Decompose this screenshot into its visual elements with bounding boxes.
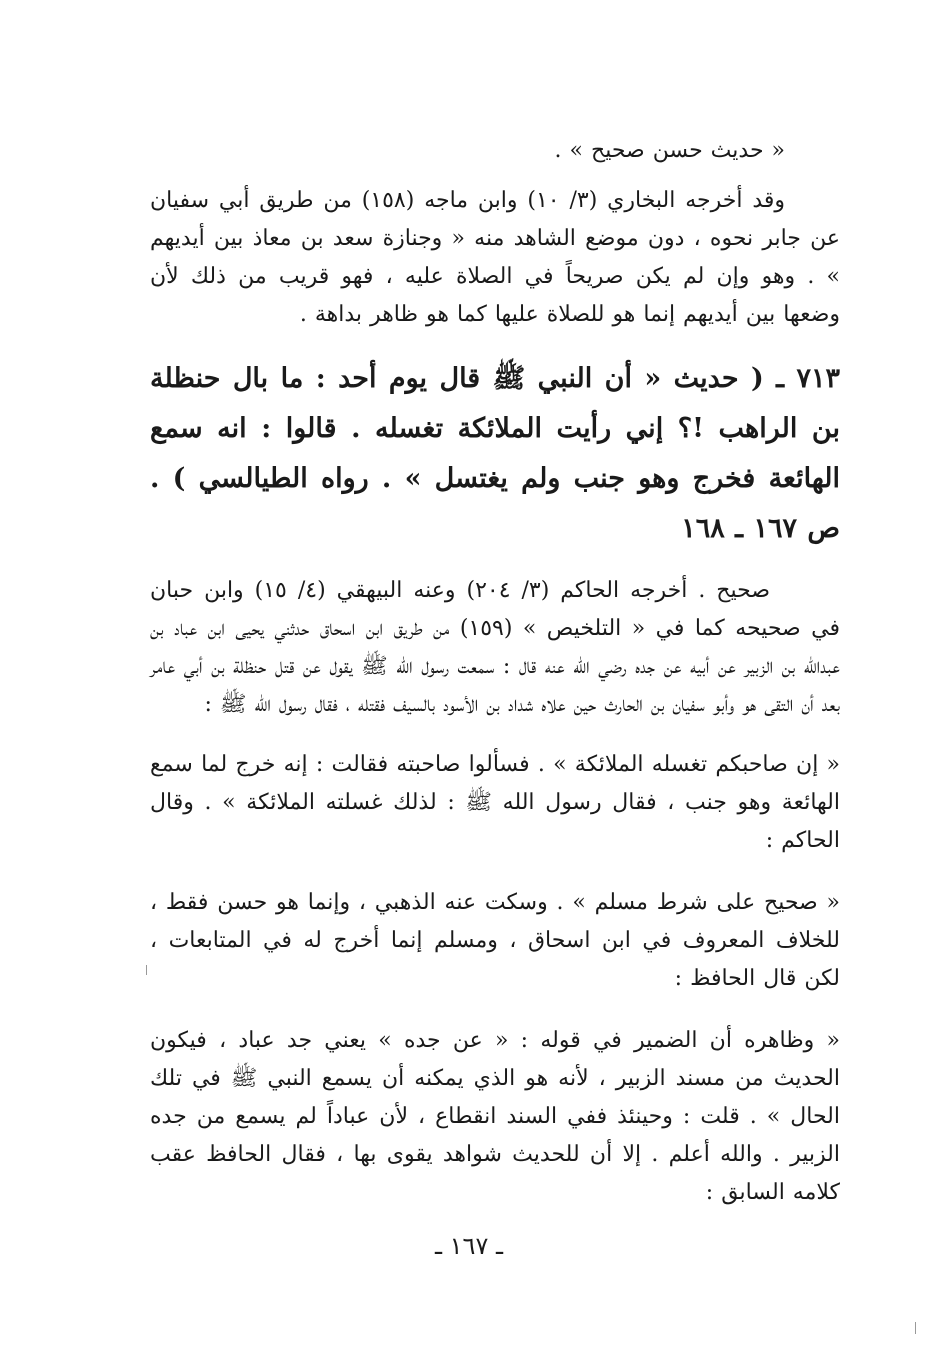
margin-mark [146, 965, 147, 975]
quote-paragraph-2: « صحيح على شرط مسلم » . وسكت عنه الذهبي ، وإنما هو حسن فقط ، للخلاف المعروف في ابن اسحاق ، ومسلم إنما أخرج له في المتابعات ، لكن قال الحافظ : [150, 890, 840, 991]
page-number: ـ ١٦٧ ـ [434, 1232, 503, 1260]
takhrij-paragraph: وقد أخرجه البخاري (٣/ ١٠) وابن ماجه (١٥٨) من طريق أبي سفيان عن جابر نحوه ، دون موضع الشاهد منه « وجنازة سعد بن معاذ بين أيديهم » . وهو وإن لم يكن صريحاً في الصلاة عليه ، فهو قريب من ذلك لأن وضعها بين أيديهم إنما هو للصلاة عليها كما هو ظاهر بداهة . [150, 188, 840, 327]
quote-paragraph-3: « وظاهره أن الضمير في قوله : « عن جده » يعني جد عباد ، فيكون الحديث من مسند الزبير ، لأنه هو الذي يمكنه أن يسمع النبي ﷺ في تلك الحال » . قلت : وحينئذ ففي السند انقطاع ، لأن عباداً لم يسمع من جده الزبير . والله أعلم . إلا أن للحديث شواهد يقوى بها ، فقال الحافظ عقب كلامه السابق : [150, 1028, 840, 1205]
hadith-heading: ٧١٣ ـ ( حديث « أن النبي ﷺ قال يوم أحد : ما بال حنظلة بن الراهب !؟ إني رأيت الملائكة تغسله . قالوا : انه سمع الهائعة فخرج وهو جنب ولم يغتسل » . رواه الطيالسي ) . ص ١٦٧ ـ ١٦٨ [150, 363, 840, 544]
intro-line: « حديث حسن صحيح » . [554, 138, 785, 163]
quote-paragraph-1: « إن صاحبكم تغسله الملائكة » . فسألوا صاحبته فقالت : إنه خرج لما سمع الهائعة وهو جنب ، فقال رسول الله ﷺ : لذلك غسلته الملائكة » . وقال الحاكم : [150, 752, 840, 853]
page-body [150, 120, 840, 1320]
sahih-paragraph: صحيح . أخرجه الحاكم (٣/ ٢٠٤) وعنه البيهقي (٤/ ١٥) وابن حبان في صحيحه كما في « التلخيص » (١٥٩) من طريق ابن اسحاق حدثني يحيى ابن عباد بن عبدالله بن الزبير عن أبيه عن جده رضي الله عنه قال : سمعت رسول الله ﷺ يقول عن قتل حنظلة بن أبي عامر بعد أن التقى هو وأبو سفيان بن الحارث حين علاه شداد بن الأسود بالسيف فقتله ، فقال رسول الله ﷺ : [150, 578, 840, 717]
margin-mark [915, 1322, 916, 1334]
